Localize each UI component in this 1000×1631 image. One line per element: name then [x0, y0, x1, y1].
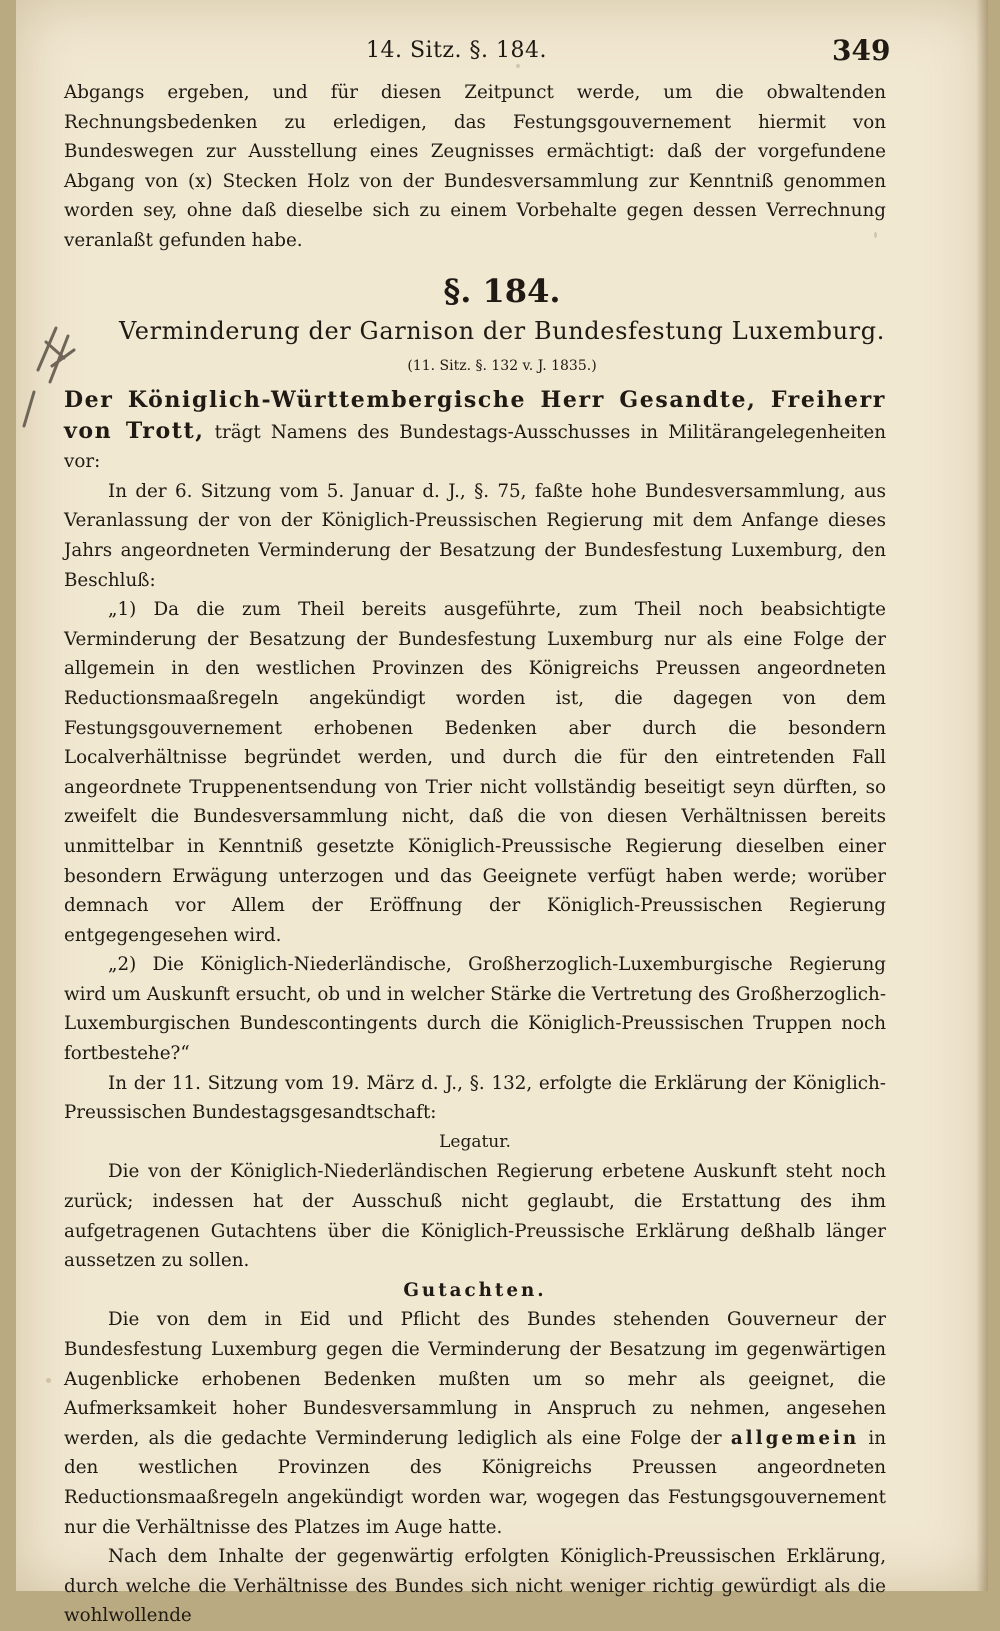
running-title: 14. Sitz. §. 184.: [366, 38, 547, 63]
intro-paragraph: [64, 386, 886, 477]
section-number: §. 184.: [443, 272, 561, 310]
emphasis-allgemein: allgemein: [730, 1427, 860, 1449]
paper-blemish: [46, 1378, 51, 1383]
section-title: Verminderung der Garnison der Bundesfestung Luxemburg.: [119, 317, 885, 345]
paragraph: [64, 1305, 886, 1542]
paragraph-text: in den westlichen Provinzen des Königreichs Preussen angeordneten Reductionsmaaßregeln angekündigt worden war, wogegen das Festungsgouvernement nur die Verhältnisse des Platzes im Auge hatte.: [64, 1427, 886, 1538]
top-paragraph: Abgangs ergeben, und für diesen Zeitpunct werde, um die obwaltenden Rechnungsbedenken zu erledigen, das Festungsgouvernement hiermit von Bundeswegen zur Ausstellung eines Zeugnisses ermächtigt: daß der vorgefundene Abgang von (x) Stecken Holz von der Bundesversammlung zur Kenntniß genommen worden sey, ohne daß dieselbe sich zu einem Vorbehalte gegen dessen Verrechnung veranlaßt gefunden habe.: [64, 82, 886, 251]
paragraph: Die von der Königlich-Niederländischen Regierung erbetene Auskunft steht noch zurück; indessen hat der Ausschuß nicht geglaubt, die Erstattung des ihm aufgetragenen Gutachtens über die Königlich-Preussische Erklärung deßhalb länger aussetzen zu sollen.: [64, 1161, 886, 1272]
page-edge-shadow: [976, 0, 988, 1591]
paragraph: In der 11. Sitzung vom 19. März d. J., §. 132, erfolgte die Erklärung der Königlich-Preussischen Bundestagsgesandtschaft:: [64, 1072, 886, 1124]
page-header: [16, 32, 988, 72]
intro-rest: trägt Namens des Bundestags-Ausschusses in Militärangelegenheiten vor:: [64, 421, 886, 473]
gutachten-heading: Gutachten.: [403, 1279, 547, 1301]
legatur-heading: Legatur.: [439, 1131, 511, 1152]
paragraph-last: Nach dem Inhalte der gegenwärtig erfolgten Königlich-Preussischen Erklärung, durch welche die Verhältnisse des Bundes sich nicht weniger richtig gewürdigt als die wohlwollende: [64, 1546, 886, 1627]
section-body: [64, 386, 886, 1631]
paragraph-quote-1: „1) Da die zum Theil bereits ausgeführte, zum Theil noch beabsichtigte Verminderung der Besatzung der Bundesfestung Luxemburg nur als eine Folge der allgemein in den westlichen Provinzen des Königreichs Preussen angeordneten Reductionsmaaßregeln angekündigt worden ist, die dagegen von dem Festungsgouvernement erhobenen Bedenken aber durch die besondern Localverhältnisse begründet werden, und durch die für den eintretenden Fall angeordnete Truppenentsendung von Trier nicht vollständig beseitigt seyn dürften, so zweifelt die Bundesversammlung nicht, daß die von diesen Verhältnissen bereits unmittelbar in Kenntniß gesetzte Königlich-Preussische Regierung dieselben einer besondern Erwägung unterzogen und das Geeignete verfügt haben werde; worüber demnach vor Allem der Eröffnung der Königlich-Preussischen Regierung entgegengesehen wird.: [64, 599, 886, 946]
page-number: 349: [832, 34, 891, 67]
section-reference: (11. Sitz. §. 132 v. J. 1835.): [407, 358, 597, 374]
intro-lead: Der Königlich-Württembergische Herr Gesandte, Freiherr von Trott,: [64, 387, 886, 444]
document-page: [16, 0, 988, 1627]
continuation-paragraph: [64, 78, 886, 256]
paragraph-quote-2: „2) Die Königlich-Niederländische, Großherzoglich-Luxemburgische Regierung wird um Auskunft ersucht, ob und in welcher Stärke die Vertretung des Großherzoglich-Luxemburgischen Bundescontingents durch die Königlich-Preussischen Truppen noch fortbestehe?“: [64, 954, 886, 1065]
paragraph: In der 6. Sitzung vom 5. Januar d. J., §. 75, faßte hohe Bundesversammlung, aus Veranlassung der von der Königlich-Preussischen Regierung mit dem Anfange dieses Jahrs angeordneten Verminderung der Besatzung der Bundesfestung Luxemburg, den Beschluß:: [64, 480, 886, 591]
paragraph-text: Die von dem in Eid und Pflicht des Bundes stehenden Gouverneur der Bundesfestung Luxemburg gegen die Verminderung der Besatzung im gegenwärtigen Augenblicke erhobenen Bedenken mußten um so mehr als geeignet, die Aufmerksamkeit hoher Bundesversammlung in Anspruch zu nehmen, angesehen werden, als die gedachte Verminderung lediglich als eine Folge der: [64, 1309, 886, 1449]
